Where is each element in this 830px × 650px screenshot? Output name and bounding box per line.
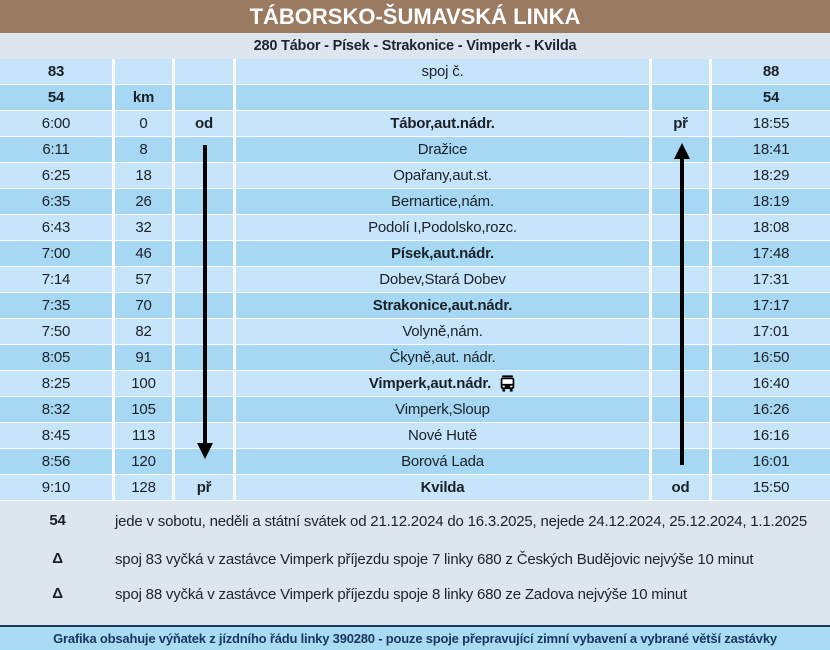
page-title: TÁBORSKO-ŠUMAVSKÁ LINKA <box>249 3 581 29</box>
cell-km-label: km <box>115 85 175 110</box>
cell-departure-time: 7:35 <box>0 293 115 318</box>
cell-station-name: Volyně,nám. <box>236 319 652 344</box>
timetable-body <box>0 111 830 501</box>
subtitle-bar <box>0 33 830 59</box>
footer-bar <box>0 625 830 650</box>
timetable-row <box>0 345 830 371</box>
cell-empty <box>175 59 236 84</box>
timetable-row <box>0 293 830 319</box>
cell-station-name: Strakonice,aut.nádr. <box>236 293 652 318</box>
cell-return-time: 16:50 <box>712 345 830 370</box>
outbound-direction-line <box>203 145 207 445</box>
outbound-arrow-down-icon <box>197 443 213 459</box>
timetable-row <box>0 319 830 345</box>
return-direction-line <box>680 157 684 465</box>
timetable-row <box>0 189 830 215</box>
timetable-row <box>0 215 830 241</box>
cell-direction-right: př <box>652 111 712 136</box>
footnote-symbol: Δ <box>52 550 63 567</box>
timetable-row <box>0 371 830 397</box>
cell-direction-right: od <box>652 475 712 500</box>
cell-empty <box>236 85 652 110</box>
cell-return-time: 17:48 <box>712 241 830 266</box>
header-row-trip-numbers <box>0 59 830 85</box>
cell-return-time: 18:29 <box>712 163 830 188</box>
cell-direction-left: př <box>175 475 236 500</box>
cell-return-time: 18:19 <box>712 189 830 214</box>
footnote-text: spoj 83 vyčká v zastávce Vimperk příjezdu spoje 7 linky 680 z Českých Budějovic nejvýše 10 minut <box>115 551 754 568</box>
cell-departure-time: 7:00 <box>0 241 115 266</box>
cell-station-name: Podolí I,Podolsko,rozc. <box>236 215 652 240</box>
footnote-symbol: 54 <box>49 512 66 529</box>
cell-km: 100 <box>115 371 175 396</box>
footer-note-text: Grafika obsahuje výňatek z jízdního řádu linky 390280 - pouze spoje přepravující zimní vybavení a vybrané větší zastávky <box>53 631 777 646</box>
cell-return-time: 17:01 <box>712 319 830 344</box>
cell-station-name: Bernartice,nám. <box>236 189 652 214</box>
route-subtitle: 280 Tábor - Písek - Strakonice - Vimperk - Kvilda <box>253 38 577 54</box>
notes-panel <box>0 501 830 625</box>
cell-km: 8 <box>115 137 175 162</box>
cell-km: 128 <box>115 475 175 500</box>
timetable <box>0 59 830 501</box>
cell-return-time: 17:17 <box>712 293 830 318</box>
timetable-row <box>0 163 830 189</box>
cell-km: 18 <box>115 163 175 188</box>
cell-departure-time: 6:35 <box>0 189 115 214</box>
header-row-km-notes <box>0 85 830 111</box>
cell-right-note-number: 54 <box>712 85 830 110</box>
cell-departure-time: 6:11 <box>0 137 115 162</box>
cell-km: 32 <box>115 215 175 240</box>
cell-station-name: Nové Hutě <box>236 423 652 448</box>
footnote <box>0 511 830 532</box>
footnote-text: jede v sobotu, neděli a státní svátek od 21.12.2024 do 16.3.2025, nejede 24.12.2024, 25.12.2024, 1.1.2025 <box>115 513 808 530</box>
cell-return-time: 18:55 <box>712 111 830 136</box>
cell-departure-time: 7:50 <box>0 319 115 344</box>
cell-departure-time: 8:25 <box>0 371 115 396</box>
cell-km: 46 <box>115 241 175 266</box>
cell-direction-left: od <box>175 111 236 136</box>
title-bar <box>0 0 830 33</box>
timetable-row <box>0 423 830 449</box>
timetable-row <box>0 449 830 475</box>
cell-station-name: Kvilda <box>236 475 652 500</box>
footnote-symbol: Δ <box>52 585 63 602</box>
cell-station-name: Borová Lada <box>236 449 652 474</box>
footnote-text: spoj 88 vyčká v zastávce Vimperk příjezdu spoje 8 linky 680 ze Zadova nejvýše 10 minut <box>115 586 687 603</box>
timetable-row <box>0 137 830 163</box>
cell-km: 57 <box>115 267 175 292</box>
cell-return-time: 18:08 <box>712 215 830 240</box>
cell-station-name: Vimperk,aut.nádr. <box>236 371 652 396</box>
cell-station-name: Opařany,aut.st. <box>236 163 652 188</box>
footnote <box>0 584 830 605</box>
timetable-row <box>0 241 830 267</box>
cell-return-time: 16:26 <box>712 397 830 422</box>
cell-return-time: 18:41 <box>712 137 830 162</box>
cell-departure-time: 8:56 <box>0 449 115 474</box>
cell-empty <box>652 59 712 84</box>
cell-return-time: 16:01 <box>712 449 830 474</box>
cell-station-name: Čkyně,aut. nádr. <box>236 345 652 370</box>
cell-left-trip-number: 83 <box>0 59 115 84</box>
cell-departure-time: 6:25 <box>0 163 115 188</box>
cell-station-name: Vimperk,Sloup <box>236 397 652 422</box>
cell-station-name: Dražice <box>236 137 652 162</box>
cell-km: 105 <box>115 397 175 422</box>
cell-departure-time: 8:05 <box>0 345 115 370</box>
cell-departure-time: 7:14 <box>0 267 115 292</box>
cell-km: 120 <box>115 449 175 474</box>
cell-departure-time: 6:43 <box>0 215 115 240</box>
timetable-row <box>0 475 830 501</box>
cell-right-trip-number: 88 <box>712 59 830 84</box>
bus-icon <box>499 375 516 392</box>
cell-station-name: Tábor,aut.nádr. <box>236 111 652 136</box>
cell-left-note-number: 54 <box>0 85 115 110</box>
cell-return-time: 16:16 <box>712 423 830 448</box>
cell-km: 70 <box>115 293 175 318</box>
cell-km: 26 <box>115 189 175 214</box>
cell-station-name: Písek,aut.nádr. <box>236 241 652 266</box>
footnote <box>0 549 830 570</box>
cell-empty <box>175 85 236 110</box>
cell-return-time: 15:50 <box>712 475 830 500</box>
timetable-row <box>0 397 830 423</box>
cell-km: 0 <box>115 111 175 136</box>
cell-departure-time: 8:45 <box>0 423 115 448</box>
cell-return-time: 16:40 <box>712 371 830 396</box>
timetable-row <box>0 111 830 137</box>
cell-empty <box>652 85 712 110</box>
cell-km: 91 <box>115 345 175 370</box>
cell-return-time: 17:31 <box>712 267 830 292</box>
cell-station-name: Dobev,Stará Dobev <box>236 267 652 292</box>
timetable-row <box>0 267 830 293</box>
cell-departure-time: 8:32 <box>0 397 115 422</box>
cell-spoj-label: spoj č. <box>236 59 652 84</box>
cell-empty <box>115 59 175 84</box>
cell-km: 113 <box>115 423 175 448</box>
cell-km: 82 <box>115 319 175 344</box>
cell-departure-time: 6:00 <box>0 111 115 136</box>
cell-departure-time: 9:10 <box>0 475 115 500</box>
